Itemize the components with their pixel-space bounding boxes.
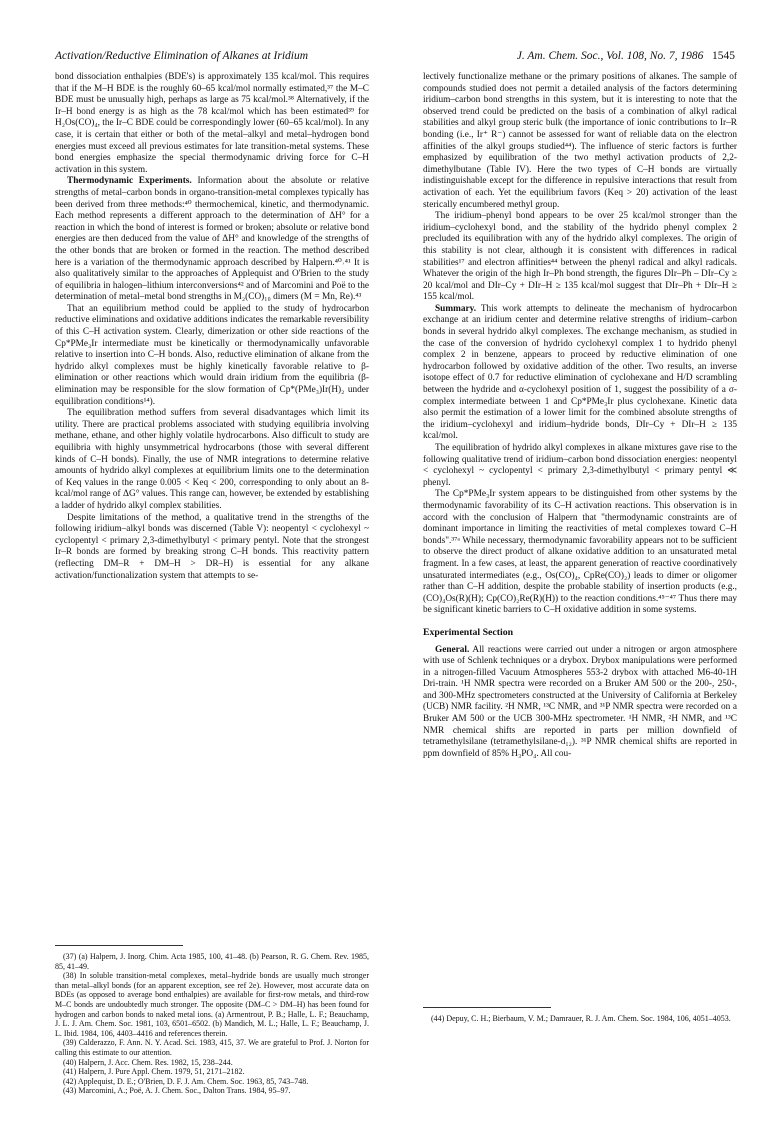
footnotes-right <box>423 1007 737 1024</box>
paragraph: Thermodynamic Experiments. Information about the absolute or relative strengths of metal–carbon bonds in organo-transition-metal complexes typically has been derived from three methods:⁴⁰ thermochemical, kinetic, and thermodynamic. Each method represents a different approach to the determination of ΔH° for a reaction in which the bond of interest is formed or broken; absolute or relative bond energies are then deduced from the value of ΔH° and knowledge of the strengths of the other bonds that are broken or formed in the reaction. The method described here is a variation of the thermodynamic approach described by Halpern.⁴⁰˒⁴¹ It is also qualitatively similar to the approaches of Applequist and O'Brien to the study of equilibria in halogen–lithium interconversions⁴² and of Marcomini and Poë to the determination of metal–metal bond strengths in M₂(CO)₁₀ dimers (M = Mn, Re).⁴³ <box>55 176 369 303</box>
footnote-divider <box>55 945 183 946</box>
footnote: (44) Depuy, C. H.; Bierbaum, V. M.; Damrauer, R. J. Am. Chem. Soc. 1984, 106, 4051–4053. <box>431 1014 731 1023</box>
paragraph: lectively functionalize methane or the primary positions of alkanes. The sample of compounds studied does not permit a detailed analysis of the factors determining iridium–carbon bond strengths in this system, but it is interesting to note that the observed trend could be predicted on the basis of a combination of alkyl radical stabilities and alkyl group steric bulk (the importance of ionic contributions to Ir–R bonding (i.e., Ir⁺ R⁻) cannot be assessed for want of reliable data on the electron affinities of the alkyl groups studied⁴⁴). The influence of steric factors is further emphasized by equilibration of the two methyl activation products of 2,2-dimethylbutane (Table IV). Here the two types of C–H bonds are virtually indistinguishable except for the difference in repulsive interactions that result from activation of each. Yet the equilibrium favors (Keq > 20) activation of the least sterically encumbered methyl group. <box>423 72 737 210</box>
footnote: (39) Calderazzo, F. Ann. N. Y. Acad. Sci. 1983, 415, 37. We are grateful to Prof. J. Norton for calling this estimate to our attention. <box>55 1038 369 1057</box>
run-in-heading: Summary. <box>435 303 477 314</box>
footnote: (42) Applequist, D. E.; O'Brien, D. F. J. Am. Chem. Soc. 1963, 85, 743–748. <box>63 1076 309 1086</box>
footnote-divider <box>423 1007 551 1008</box>
paragraph: The Cp*PMe₃Ir system appears to be distinguished from other systems by the thermodynamic favorability of its C–H activation reactions. This observation is in accord with the conclusion of Halpern that "thermodynamic constraints are of dominant importance in limiting the reactivities of metal complexes toward C–H bonds".³⁷ᵃ While necessary, thermodynamic favorability appears not to be sufficient to observe the direct product of alkane oxidative addition to an unsaturated metal fragment. In a few cases, at least, the apparent generation of reactive coordinatively unsaturated intermediates (e.g., Os(CO)₄, CpRe(CO)₂) leads to dimer or oligomer rather than C–H addition, despite the probable stability of insertion products (e.g., (CO)₄Os(R)(H); Cp(CO)₂Re(R)(H)) to the reaction conditions.⁴⁵⁻⁴⁷ Thus there may be significant kinetic barriers to C–H oxidative addition in some systems. <box>423 489 737 616</box>
paragraph: General. All reactions were carried out under a nitrogen or argon atmosphere with use of Schlenk techniques or a drybox. Drybox manipulations were performed in a nitrogen-filled Vacuum Atmospheres 553-2 drybox with attached M6-40-1H Dri-train. ¹H NMR spectra were recorded on a Bruker AM 500 or the 200-, 250-, and 300-MHz spectrometers constructed at the University of California at Berkeley (UCB) NMR facility. ²H NMR, ¹³C NMR, and ³¹P NMR spectra were recorded on a Bruker AM 500 or the UCB 300-MHz spectrometer. ¹H NMR, ²H NMR, and ¹³C NMR chemical shifts are reported in parts per million downfield of tetramethylsilane (tetramethylsilane-d₁₂). ³¹P NMR chemical shifts are reported in ppm downfield of 85% H₃PO₄. All cou- <box>423 644 737 759</box>
paragraph: Summary. This work attempts to delineate the mechanism of hydrocarbon exchange at an iridium center and determine relative strengths of iridium–carbon bonds in several hydrido alkyl complexes. The exchange mechanism, as studied in the case of the conversion of hydrido cyclohexyl complex 1 to hydrido phenyl complex 2 in benzene, appears to proceed by reductive elimination of one hydrocarbon followed by oxidative addition of the other. Two results, an inverse isotope effect of 0.7 for reductive elimination of cyclohexane and H/D scrambling between the hydride and α-cyclohexyl position of 1, suggest the possibility of a σ-complex intermediate between 1 and Cp*PMe₃Ir plus cyclohexane. Kinetic data also permit the estimation of a lower limit for the combined absolute strengths of the iridium–cyclohexyl and iridium–hydride bonds, DIr–Cy + DIr–H ≥ 135 kcal/mol. <box>423 303 737 442</box>
page-number: 1545 <box>712 50 735 62</box>
footnote: (43) Marcomini, A.; Poë, A. J. Chem. Soc., Dalton Trans. 1984, 95–97. <box>63 1086 291 1096</box>
paragraph: bond dissociation enthalpies (BDE's) is approximately 135 kcal/mol. This requires that if the M–H BDE is the roughly 60–65 kcal/mol normally estimated,³⁷ the M–C BDE must be unusually high, perhaps as large as 75 kcal/mol.³⁸ Alternatively, if the Ir–H bond energy is as high as the 78 kcal/mol which has been estimated³⁹ for H₂Os(CO)₄, the Ir–C BDE could be correspondingly lower (60–65 kcal/mol). In any case, it is certain that either or both of the metal–alkyl and metal–hydrogen bond energies must exceed all previous estimates for late transition-metal systems. These bond energies emphasize the special thermodynamic driving force for C–H activation in this system. <box>55 72 369 175</box>
paragraph: The equilibration of hydrido alkyl complexes in alkane mixtures gave rise to the following qualitative trend of iridium–carbon bond dissociation energies: neopentyl < cyclohexyl ~ cyclopentyl < primary 2,3-dimethylbutyl < primary pentyl ≪ phenyl. <box>423 443 737 488</box>
footnote: (41) Halpern, J. Pure Appl. Chem. 1979, 51, 2171–2182. <box>63 1067 245 1077</box>
right-column <box>423 72 737 760</box>
footnote: (37) (a) Halpern, J. Inorg. Chim. Acta 1985, 100, 41–48. (b) Pearson, R. G. Chem. Rev. 1985, 85, 41–49. <box>55 952 369 971</box>
run-in-heading: Thermodynamic Experiments. <box>67 176 192 187</box>
left-column <box>55 72 369 582</box>
paragraph: That an equilibrium method could be applied to the study of hydrocarbon reductive eliminations and oxidative additions indicates the remarkable reversibility of this C–H activation system. Clearly, dimerization or other side reactions of the Cp*PMe₃Ir intermediate must be kinetically or thermodynamically unfavorable relative to insertion into C–H bonds. Also, reductive elimination of alkane from the hydrido alkyl complexes must be highly kinetically favorable relative to β-elimination or other reactions which would drain iridium from the equilibria (β-elimination may be responsible for the slow formation of Cp*(PMe₃)Ir(H)₂ under equilibration conditions¹⁴). <box>55 303 369 407</box>
paragraph: The iridium–phenyl bond appears to be over 25 kcal/mol stronger than the iridium–cyclohexyl bond, and the stability of the hydrido phenyl complex 2 precluded its equilibration with any of the hydrido alkyl complexes. The origin of this stability is not clear, although it is consistent with differences in radical stabilities¹⁷ and electron affinities⁴⁴ between the phenyl radical and alkyl radicals. Whatever the origin of the high Ir–Ph bond strength, the figures DIr–Ph – DIr–Cy ≥ 20 kcal/mol and DIr–Cy + DIr–H ≥ 135 kcal/mol suggest that DIr–Ph + DIr–H ≥ 155 kcal/mol. <box>423 211 737 303</box>
run-in-heading: General. <box>435 644 470 655</box>
footnote: (40) Halpern, J. Acc. Chem. Res. 1982, 15, 238–244. <box>63 1057 233 1067</box>
section-heading: Experimental Section <box>423 626 514 638</box>
journal-citation: J. Am. Chem. Soc., Vol. 108, No. 7, 1986 1545 <box>516 50 735 62</box>
paragraph: Despite limitations of the method, a qualitative trend in the strengths of the following iridium–alkyl bonds was discerned (Table V): neopentyl < cyclohexyl ~ cyclopentyl < primary 2,3-dimethylbutyl < primary pentyl. Note that the strongest Ir–R bonds are formed by breaking strong C–H bonds. This reactivity pattern (reflecting DM–R + DM–H > DR–H) is essential for any alkane activation/functionalization system that attempts to se- <box>55 512 369 581</box>
footnote: (38) In soluble transition-metal complexes, metal–hydride bonds are usually much stronger than metal–alkyl bonds (for an apparent exception, see ref 2e). However, most accurate data on BDEs (as opposed to average bond enthalpies) are available for first-row metals, and third-row M–C bonds are undoubtedly much stronger. The opposite (DM–C > DM–H) has been found for hydrogen and carbon bonds to naked metal ions. (a) Armentrout, P. B.; Halle, L. F.; Beauchamp, J. L. J. Am. Chem. Soc. 1981, 103, 6501–6502. (b) Mandich, M. L.; Halle, L. F.; Beauchamp, J. L. Ibid. 1984, 106, 4403–4416 and references therein. <box>55 971 369 1038</box>
running-title: Activation/Reductive Elimination of Alkanes at Iridium <box>55 50 309 62</box>
footnotes-left <box>55 945 369 1096</box>
paragraph: The equilibration method suffers from several disadvantages which limit its utility. There are practical problems associated with studying equilibria involving methane, ethane, and other highly volatile hydrocarbons. Also difficult to study are equilibria with highly unsymmetrical hydrocarbons (those with several different kinds of C–H bonds). Finally, the use of NMR integrations to determine relative amounts of hydrido alkyl complexes at equilibrium limits one to the determination of Keq values in the range 0.005 < Keq < 200, corresponding to only about an 8-kcal/mol range of ΔG° values. This range can, however, be extended by establishing a ladder of hydrido alkyl complex stabilities. <box>55 408 369 511</box>
